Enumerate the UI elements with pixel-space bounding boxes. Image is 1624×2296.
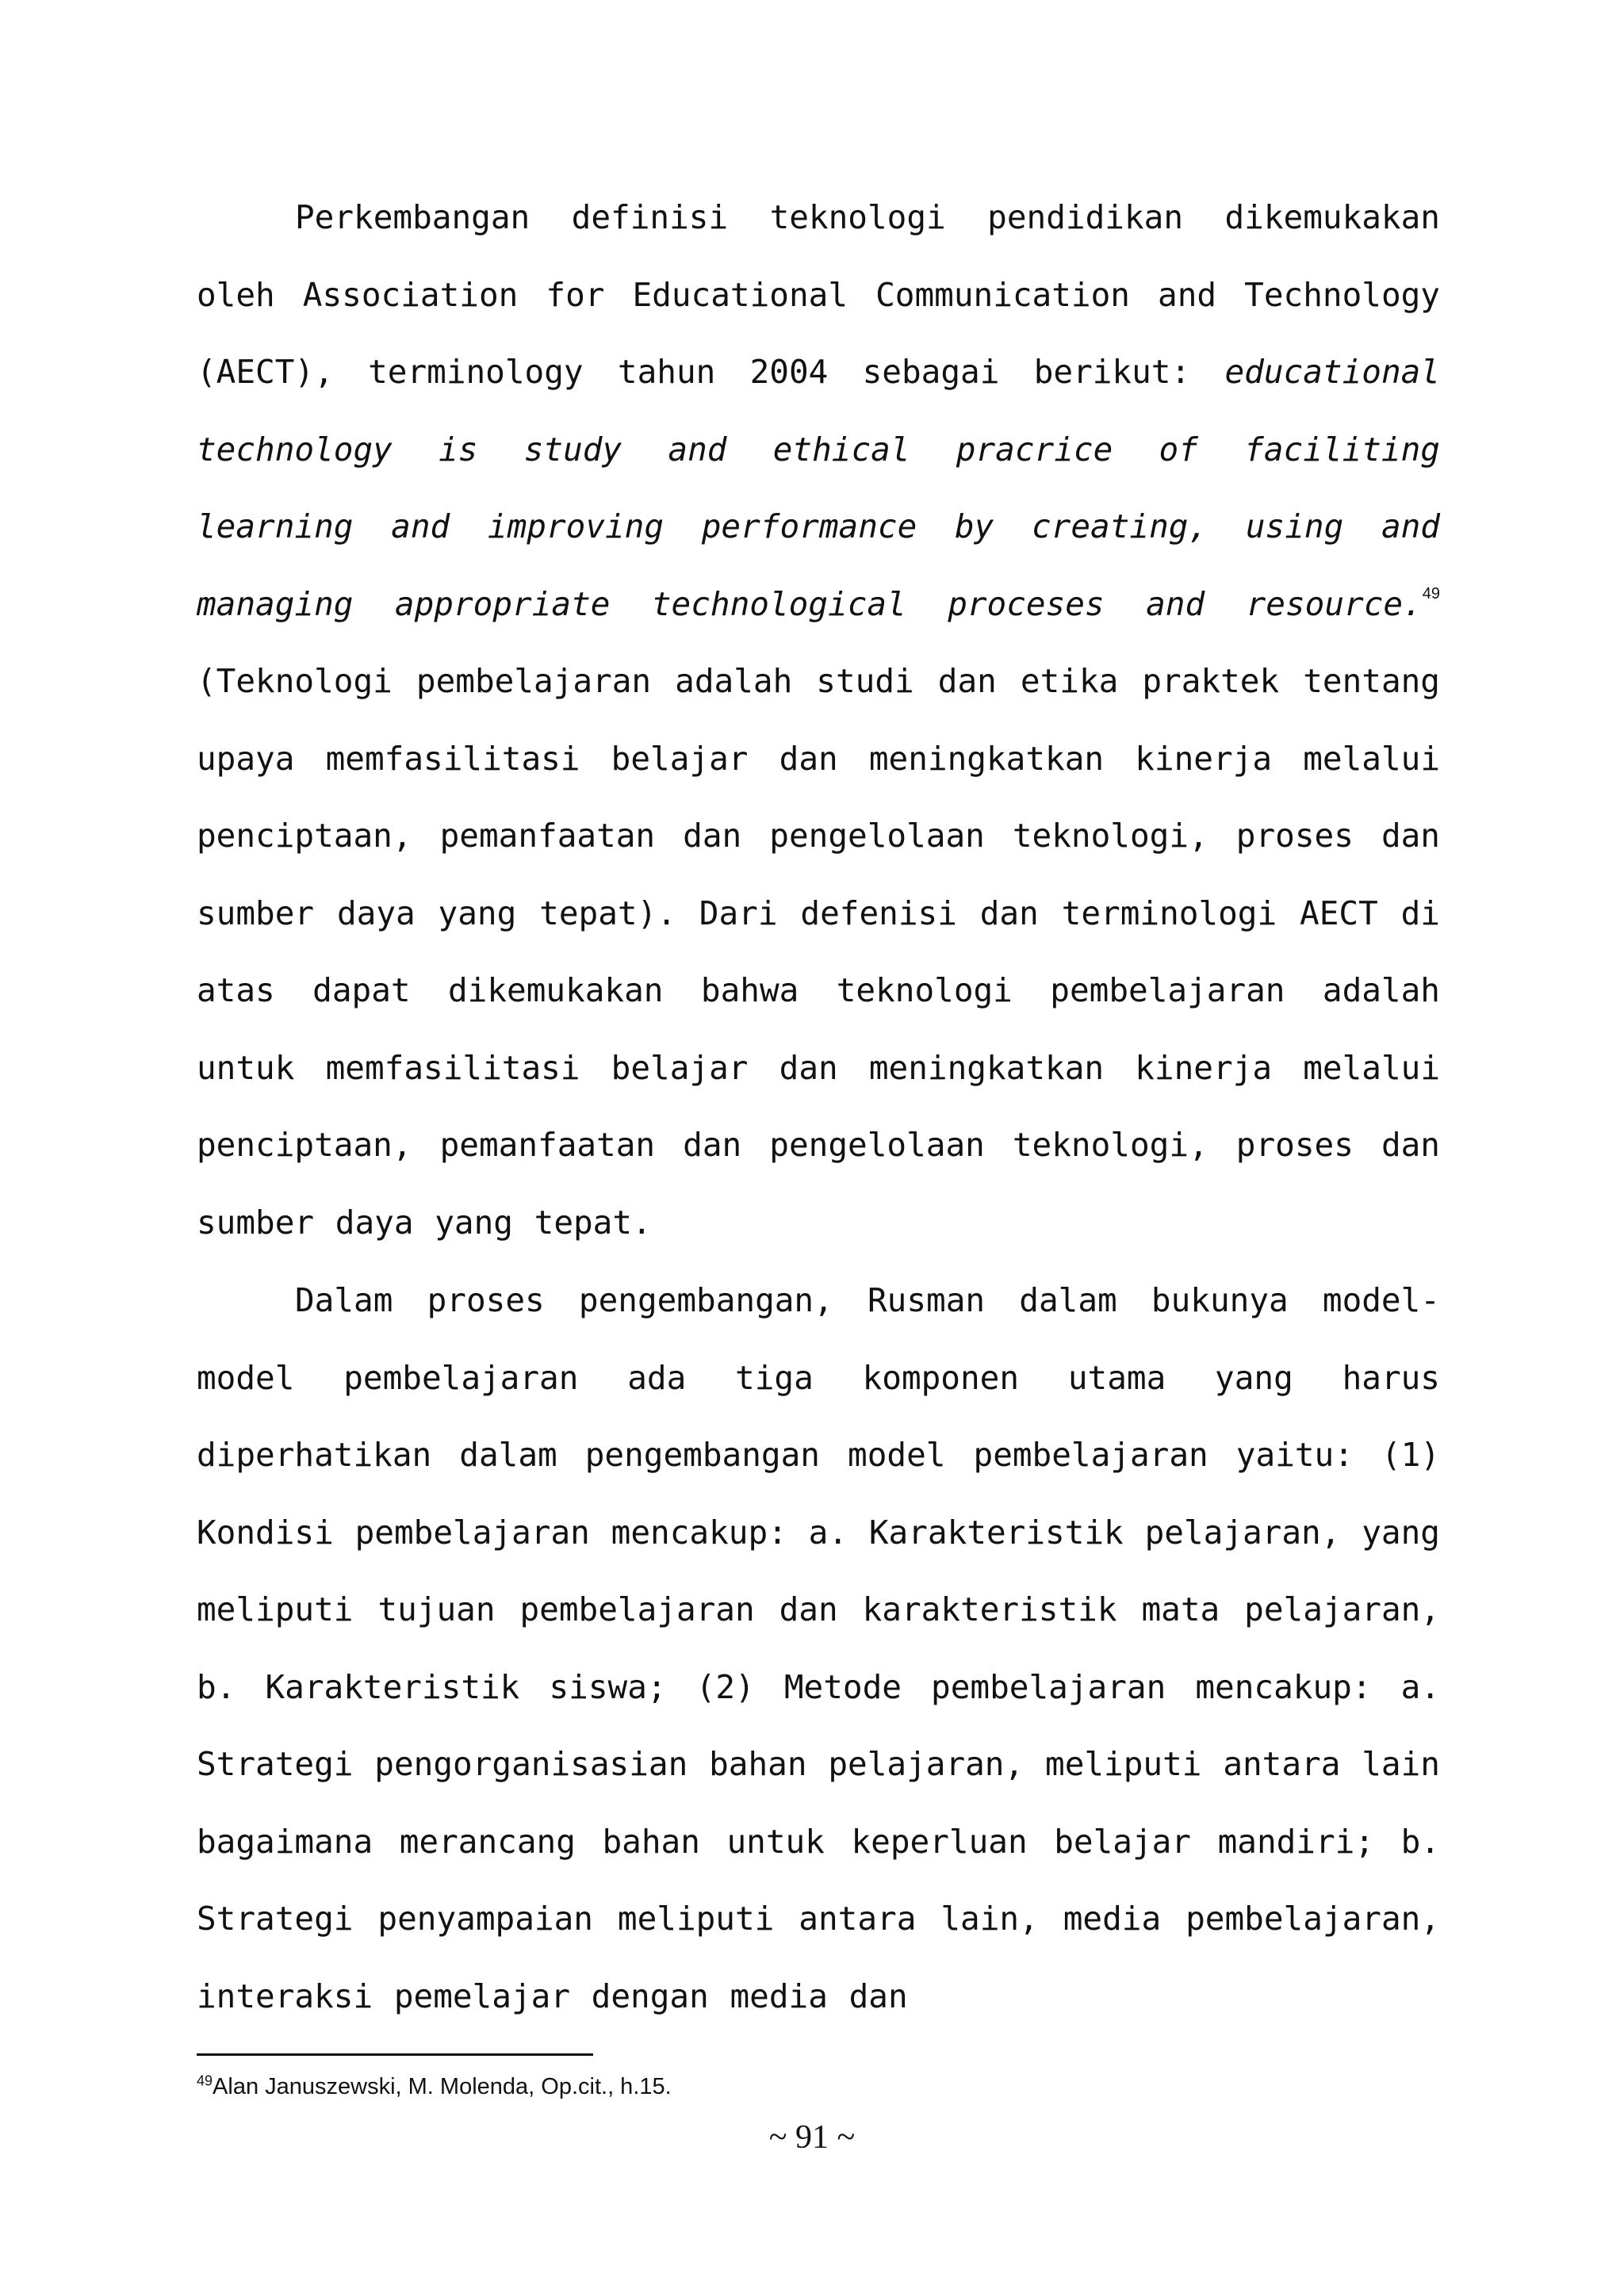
paragraph-1-intro: Perkembangan definisi teknologi pendidikan dikemukakan oleh Association for Educational Communication and Technology (AECT), terminology tahun 2004 sebagai berikut: — [197, 198, 1440, 391]
paragraph-1-translation: (Teknologi pembelajaran adalah studi dan etika praktek tentang upaya memfasilitasi belajar dan meningkatkan kinerja melalui penciptaan, pemanfaatan dan pengelolaan teknologi, proses dan sumber daya yang tepat). Dari defenisi dan terminologi AECT di atas dapat dikemukakan bahwa teknologi pembelajaran adalah untuk memfasilitasi belajar dan meningkatkan kinerja melalui penciptaan, pemanfaatan dan pengelolaan teknologi, proses dan sumber daya yang tepat. — [197, 662, 1440, 1242]
paragraph-1-text — [197, 179, 1440, 1261]
footnote-49 — [197, 2071, 1440, 2103]
aect-definition-quote: educational technology is study and ethical pracrice of faciliting learning and improving performance by creating, using and managing appropriate technological proceses and resource. — [197, 353, 1440, 623]
paragraph-rusman-components — [197, 1262, 1440, 2035]
footnote-number: 49 — [197, 2072, 213, 2089]
footnote-separator — [197, 2053, 593, 2056]
page-number: ~ 91 ~ — [768, 2119, 856, 2156]
paragraph-2-text: Dalam proses pengembangan, Rusman dalam bukunya model-model pembelajaran ada tiga komponen utama yang harus diperhatikan dalam pengembangan model pembelajaran yaitu: (1) Kondisi pembelajaran mencakup: a. Karakteristik pelajaran, yang meliputi tujuan pembelajaran dan karakteristik mata pelajaran, b. Karakteristik siswa; (2) Metode pembelajaran mencakup: a. Strategi pengorganisasian bahan pelajaran, meliputi antara lain bagaimana merancang bahan untuk keperluan belajar mandiri; b. Strategi penyampaian meliputi antara lain, media pembelajaran, interaksi pemelajar dengan media dan — [197, 1281, 1440, 2015]
footnote-text: Alan Januszewski, M. Molenda, Op.cit., h.15. — [213, 2074, 672, 2099]
footnote-reference-49[interactable]: 49 — [1422, 584, 1440, 603]
paragraph-aect-definition — [197, 179, 1440, 1261]
